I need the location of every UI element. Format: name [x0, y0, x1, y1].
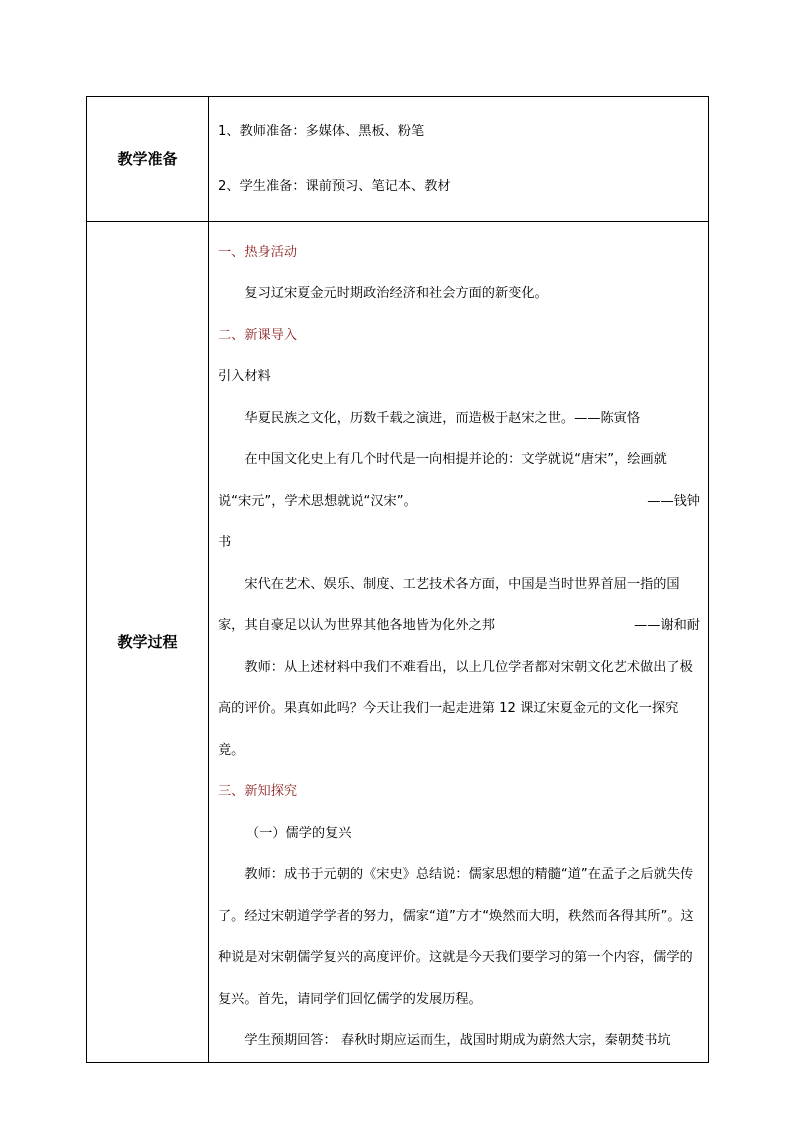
teacher-prep-line: 1、教师准备：多媒体、黑板、粉笔 — [218, 124, 425, 140]
prep-content — [209, 97, 709, 222]
process-row — [87, 221, 709, 1062]
process-content — [209, 221, 709, 1062]
prep-heading: 教学准备 — [87, 97, 209, 222]
teacher-confucianism-paragraph: 教师：成书于元朝的《宋史》总结说：儒家思想的精髓“道”在孟子之后就失传了。经过宋朝道学学者的努力，儒家“道”方才“焕然而大明，秩然而各得其所”。这种说是对宋朝儒学复兴的高度评价。这就是今天我们要学习的第一个内容，儒学的复兴。首先，请同学们回忆儒学的发展历程。 — [218, 867, 694, 1007]
quote-gernet-attribution: ——谢和耐 — [634, 618, 700, 634]
student-prep-line: 2、学生准备：课前预习、笔记本、教材 — [218, 178, 451, 194]
teacher-intro-paragraph: 教师：从上述材料中我们不难看出，以上几位学者都对宋朝文化艺术做出了极高的评价。果真如此吗？今天让我们一起走进第 12 课辽宋夏金元的文化一探究竟。 — [218, 659, 693, 758]
section-warmup-title: 一、热身活动 — [218, 244, 298, 260]
quote-qian-attribution: ——钱钟 — [647, 493, 700, 509]
prep-row — [87, 97, 709, 222]
quote-chen-yinke: 华夏民族之文化，历数千载之演进，而造极于赵宋之世。——陈寅恪 — [244, 410, 641, 426]
quote-qian-attribution-cont: 书 — [218, 535, 232, 551]
warmup-text: 复习辽宋夏金元时期政治经济和社会方面的新变化。 — [244, 286, 548, 302]
student-answer-paragraph: 学生预期回答： 春秋时期应运而生，战国时期成为蔚然大宗，秦朝焚书坑 — [244, 1033, 671, 1049]
section-intro-title: 二、新课导入 — [218, 327, 298, 343]
quote-gernet-text: 宋代在艺术、娱乐、制度、工艺技术各方面，中国是当时世界首屈一指的国家，其自豪足以认为世界其他各地皆为化外之邦 — [218, 576, 680, 634]
section-explore-title: 三、新知探究 — [218, 784, 298, 800]
quote-qian-text: 在中国文化史上有几个时代是一向相提并论的：文学就说“唐宋”，绘画就说“宋元”，学术思想就说“汉宋”。 — [218, 452, 667, 509]
quote-gernet — [218, 564, 700, 647]
subsection-confucianism-title: （一）儒学的复兴 — [246, 825, 352, 841]
lesson-plan-table — [86, 96, 709, 1063]
intro-materials-label: 引入材料 — [218, 369, 271, 385]
process-heading: 教学过程 — [87, 221, 209, 1062]
quote-qian-zhongshu — [218, 439, 700, 522]
